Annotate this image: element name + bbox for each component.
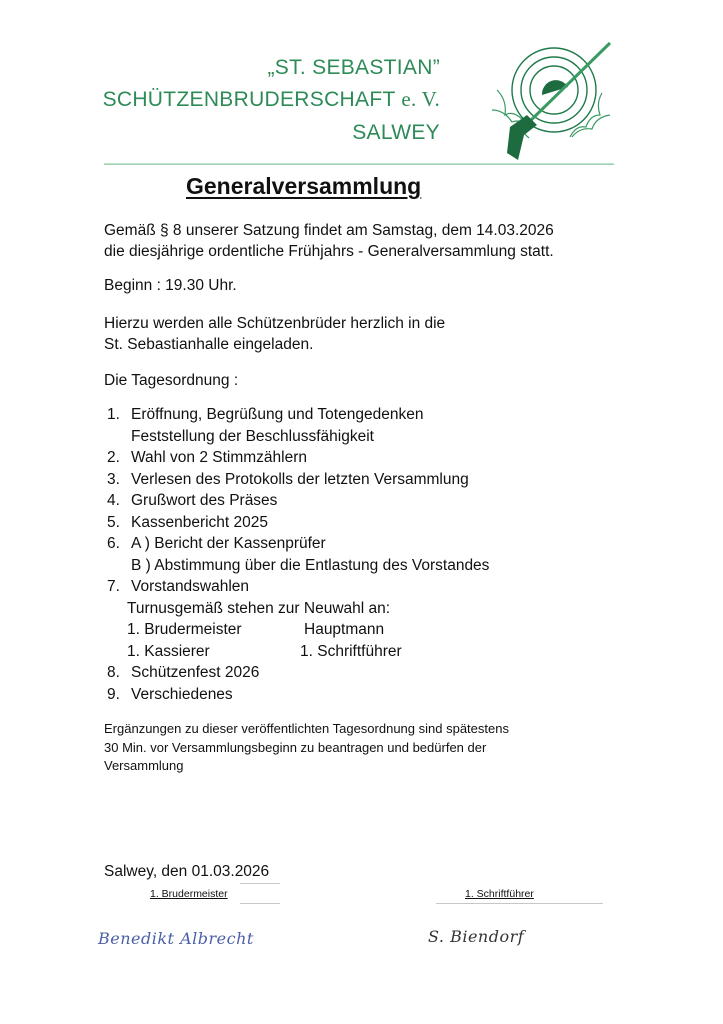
signature-line-right bbox=[436, 903, 603, 904]
election-position: 1. Brudermeister bbox=[127, 621, 242, 638]
agenda-text: Kassenbericht 2025 bbox=[131, 513, 269, 531]
agenda-item-continuation bbox=[104, 598, 584, 620]
agenda-item bbox=[104, 490, 584, 512]
date-underline bbox=[240, 883, 280, 884]
election-row bbox=[104, 641, 584, 663]
agenda-text: Verlesen des Protokolls der letzten Versammlung bbox=[131, 470, 469, 488]
letterhead-line-2 bbox=[90, 87, 440, 111]
document-title: Generalversammlung bbox=[186, 173, 422, 199]
agenda-list bbox=[104, 404, 584, 705]
agenda-item bbox=[104, 469, 584, 491]
intro-line-2: die diesjährige ordentliche Frühjahrs - Generalversammlung statt. bbox=[104, 243, 554, 260]
election-position: Hauptmann bbox=[304, 621, 385, 638]
election-position: 1. Schriftführer bbox=[300, 642, 402, 660]
agenda-number: 5. bbox=[107, 513, 120, 531]
election-row bbox=[104, 619, 584, 641]
intro-paragraph bbox=[104, 220, 554, 262]
agenda-item bbox=[104, 533, 584, 555]
agenda-text: Feststellung der Beschlussfähigkeit bbox=[131, 427, 374, 445]
agenda-item-continuation bbox=[104, 555, 584, 577]
agenda-item bbox=[104, 684, 584, 706]
agenda-text: A ) Bericht der Kassenprüfer bbox=[131, 535, 326, 552]
agenda-item bbox=[104, 662, 584, 684]
rifle-barrel bbox=[524, 43, 610, 127]
signature-schriftfuehrer: S. Biendorf bbox=[428, 927, 525, 946]
invitation-line-1: Hierzu werden alle Schützenbrüder herzlich in die bbox=[104, 315, 446, 332]
letterhead-line-3: SALWEY bbox=[352, 121, 440, 144]
agenda-item bbox=[104, 512, 584, 534]
agenda-text: Eröffnung, Begrüßung und Totengedenken bbox=[131, 406, 424, 423]
agenda-number: 3. bbox=[107, 470, 120, 488]
club-suffix: e. V. bbox=[401, 87, 440, 111]
club-name: SCHÜTZENBRUDERSCHAFT bbox=[102, 88, 396, 111]
agenda-item bbox=[104, 447, 584, 469]
place-date: Salwey, den 01.03.2026 bbox=[104, 863, 270, 880]
invitation-line-2: St. Sebastianhalle eingeladen. bbox=[104, 336, 314, 353]
letterhead-line-1: „ST. SEBASTIAN” bbox=[267, 56, 440, 79]
invitation-paragraph bbox=[104, 313, 445, 355]
target-rifle-logo-icon bbox=[482, 35, 617, 165]
agenda-text: B ) Abstimmung über die Entlastung des Vorstandes bbox=[131, 556, 490, 574]
agenda-text: Vorstandswahlen bbox=[131, 578, 250, 595]
agenda-number: 8. bbox=[107, 664, 120, 681]
election-intro: Turnusgemäß stehen zur Neuwahl an: bbox=[127, 599, 391, 617]
agenda-item bbox=[104, 576, 584, 598]
agenda-text: Wahl von 2 Stimmzählern bbox=[131, 449, 308, 466]
signature-line-left bbox=[240, 903, 280, 904]
note-line-3: Versammlung bbox=[104, 758, 184, 773]
agenda-text: Grußwort des Präses bbox=[131, 492, 278, 509]
agenda-number: 1. bbox=[107, 406, 120, 423]
agenda-text: Verschiedenes bbox=[131, 685, 233, 703]
signature-role-right: 1. Schriftführer bbox=[465, 888, 534, 900]
agenda-heading: Die Tagesordnung : bbox=[104, 372, 239, 389]
agenda-number: 4. bbox=[107, 492, 120, 509]
amendment-note bbox=[104, 720, 509, 776]
agenda-number: 9. bbox=[107, 685, 120, 703]
start-time: Beginn : 19.30 Uhr. bbox=[104, 277, 237, 294]
note-line-2: 30 Min. vor Versammlungsbeginn zu beantragen und bedürfen der bbox=[104, 739, 487, 755]
intro-line-1: Gemäß § 8 unserer Satzung findet am Samstag, dem 14.03.2026 bbox=[104, 222, 554, 239]
agenda-number: 2. bbox=[107, 449, 120, 466]
agenda-number: 7. bbox=[107, 578, 120, 595]
agenda-text: Schützenfest 2026 bbox=[131, 664, 260, 681]
agenda-number: 6. bbox=[107, 535, 120, 552]
agenda-item bbox=[104, 404, 584, 426]
election-position: 1. Kassierer bbox=[127, 642, 210, 660]
agenda-item-continuation bbox=[104, 426, 584, 448]
signature-brudermeister: Benedikt Albrecht bbox=[98, 929, 254, 948]
letterhead-divider bbox=[104, 163, 614, 165]
note-line-1: Ergänzungen zu dieser veröffentlichten Tagesordnung sind spätestens bbox=[104, 721, 509, 736]
signature-role-left: 1. Brudermeister bbox=[150, 888, 228, 900]
